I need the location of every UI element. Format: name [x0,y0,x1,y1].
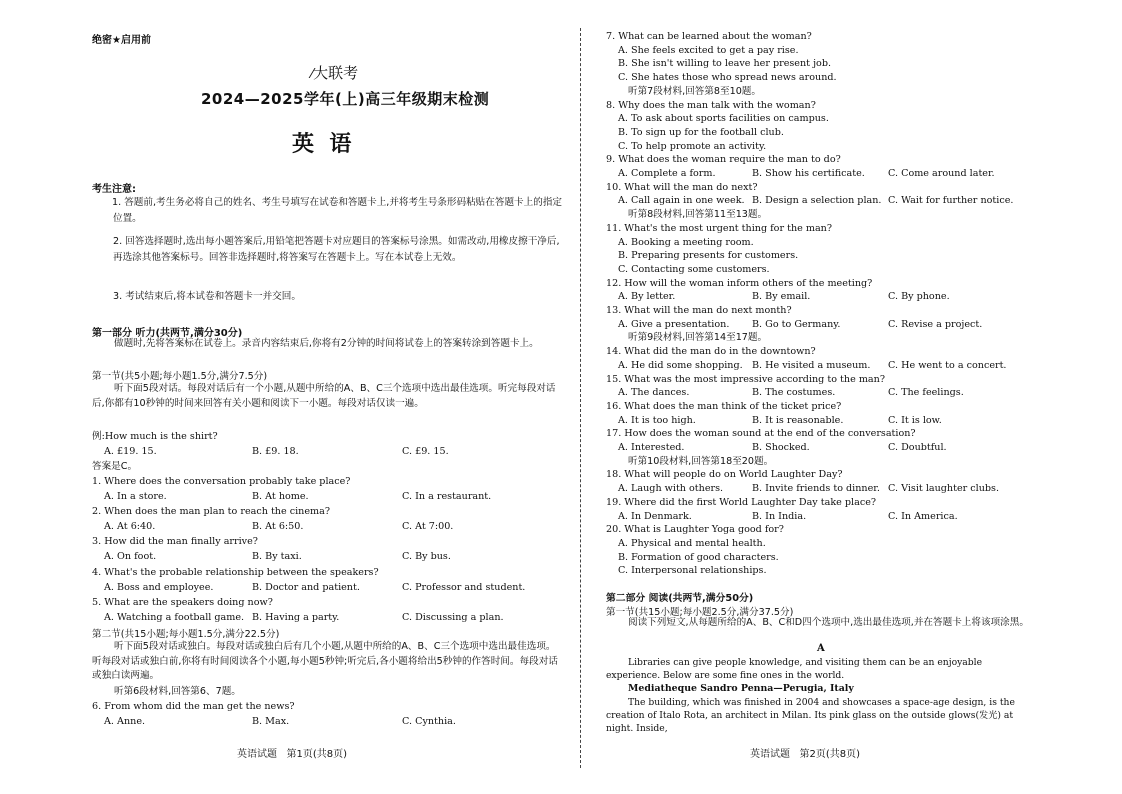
option: C. To help promote an activity. [618,140,767,152]
example-question: 例:How much is the shirt? [92,431,218,442]
option-a: A. Boss and employee. [104,582,214,593]
part2-intro: 阅读下列短文,从每题所给的A、B、C和D四个选项中,选出最佳选项,并在答题卡上将该项涂黑。 [628,617,1029,628]
part2-title: 第二部分 阅读(共两节,满分50分) [606,593,754,604]
option: B. Preparing presents for customers. [618,250,799,262]
subject-title: 英 语 [292,132,352,157]
question: 5. What are the speakers doing now? [92,597,273,608]
option-c: C. £9. 15. [402,446,449,457]
option-c: C. Professor and student. [402,582,526,593]
question: 7. What can be learned about the woman? [606,31,812,42]
option-b: B. At 6:50. [252,521,304,532]
option: B. Formation of good characters. [618,551,779,563]
option-b: B. Invite friends to dinner. [752,483,880,495]
page-footer: 英语试题 第1页(共8页) [237,749,348,760]
example-answer: 答案是C。 [92,461,138,472]
option-b: B. By taxi. [252,551,302,562]
question: 6. From whom did the man get the news? [92,701,295,712]
part1-title: 第一部分 听力(共两节,满分30分) [92,328,243,339]
material-instruction: 听第6段材料,回答第6、7题。 [114,686,241,697]
confidential-mark: 绝密★启用前 [92,35,151,46]
section1-intro: 听下面5段对话。每段对话后有一个小题,从题中所给的A、B、C三个选项中选出最佳选项。听完每段对话后,你都有10秒钟的时间来回答有关小题和阅读下一小题。每段对话仅读一遍。 [92,383,556,409]
logo-slash-icon: ⁄ [311,67,314,82]
option: A. Booking a meeting room. [618,236,754,248]
option: A. She feels excited to get a pay rise. [618,44,799,56]
notice-item: 3. 考试结束后,将本试卷和答题卡一并交回。 [113,291,301,302]
question: 8. Why does the man talk with the woman? [606,99,816,111]
question: 13. What will the man do next month? [606,305,792,316]
question: 10. What will the man do next? [606,181,758,193]
option-c: C. Wait for further notice. [888,195,1014,207]
option-c: C. The feelings. [888,387,964,399]
material-instruction: 听第8段材料,回答第11至13题。 [628,209,768,221]
passage-paragraph: The building, which was finished in 2004 and showcases a space-age design, is the creation of Italo Rota, an architect in Milan. Its pink glass on the outside glows(发光) at night. Inside, [606,697,1015,734]
option: A. To ask about sports facilities on campus. [618,113,829,125]
option: C. Contacting some customers. [618,263,770,275]
option-c: C. He went to a concert. [888,359,1007,371]
passage-letter: A [817,643,825,654]
option-a: A. Complete a form. [618,168,716,179]
section2-intro: 听下面5段对话或独白。每段对话或独白后有几个小题,从题中所给的A、B、C三个选项中选出最佳选项。听每段对话或独白前,你将有时间阅读各个小题,每小题5秒钟;听完后,各小题将给出5秒钟的作答时间。每段对话或独白读两遍。 [92,641,558,681]
option-b: B. Doctor and patient. [252,582,360,593]
option-a: A. Watching a football game. [104,612,245,623]
material-instruction: 听第7段材料,回答第8至10题。 [628,85,761,97]
option-c: C. Cynthia. [402,716,456,727]
option-c: C. Come around later. [888,168,995,179]
question: 19. Where did the first World Laughter Day take place? [606,496,877,508]
option: B. She isn't willing to leave her present job. [618,58,832,70]
option-a: A. In a store. [104,491,167,502]
option-a: A. The dances. [618,387,690,399]
exam-term-title: 2024—2025学年(上)高三年级期末检测 [201,90,490,108]
question: 11. What's the most urgent thing for the man? [606,222,832,234]
part2-section1-title: 第一节(共15小题;每小题2.5分,满分37.5分) [606,607,794,618]
option-c: C. In America. [888,510,958,522]
option-c: C. By bus. [402,551,451,562]
part1-intro: 做题时,先将答案标在试卷上。录音内容结束后,你将有2分钟的时间将试卷上的答案转涂到答题卡上。 [114,338,539,349]
option-b: B. At home. [252,491,309,502]
option-c: C. In a restaurant. [402,491,492,502]
option-a: A. In Denmark. [618,510,692,522]
question: 14. What did the man do in the downtown? [606,346,816,358]
question: 15. What was the most impressive according to the man? [606,373,885,385]
page-divider [580,28,581,768]
option-a: A. Anne. [104,716,146,727]
material-instruction: 听第9段材料,回答第14至17题。 [628,332,768,344]
section1-title: 第一节(共5小题;每小题1.5分,满分7.5分) [92,371,268,382]
question: 3. How did the man finally arrive? [92,536,258,547]
question: 9. What does the woman require the man to do? [606,154,841,166]
exam-page-2 [582,0,1122,794]
page-footer: 英语试题 第2页(共8页) [750,749,861,760]
option-a: A. He did some shopping. [618,359,743,371]
option-c: C. Revise a project. [888,318,983,330]
option: B. To sign up for the football club. [618,126,784,138]
option-a: A. At 6:40. [104,521,156,532]
option-c: C. Doubtful. [888,442,947,453]
question: 1. Where does the conversation probably take place? [92,476,351,487]
option: C. Interpersonal relationships. [618,565,767,577]
question: 2. When does the man plan to reach the cinema? [92,506,330,517]
material-instruction: 听第10段材料,回答第18至20题。 [628,455,774,467]
section2-title: 第二节(共15小题;每小题1.5分,满分22.5分) [92,629,280,640]
option-b: B. Shocked. [752,442,810,453]
question: 20. What is Laughter Yoga good for? [606,524,784,536]
option-b: B. The costumes. [752,387,836,399]
passage-subtitle: Mediatheque Sandro Penna—Perugia, Italy [628,683,854,694]
question: 12. How will the woman inform others of the meeting? [606,277,873,289]
option-b: B. It is reasonable. [752,414,844,426]
option-c: C. By phone. [888,291,950,303]
option: A. Physical and mental health. [618,537,766,549]
notice-item: 2. 回答选择题时,选出每小题答案后,用铅笔把答题卡对应题目的答案标号涂黑。如需改动,用橡皮擦干净后,再选涂其他答案标号。回答非选择题时,将答案写在答题卡上。写在本试卷上无效。 [113,236,560,263]
option-b: B. Show his certificate. [752,168,865,179]
option-a: A. Interested. [618,442,685,453]
question: 18. What will people do on World Laughter Day? [606,469,843,481]
option-b: B. Having a party. [252,612,340,623]
option-c: C. Discussing a plan. [402,612,504,623]
option-a: A. By letter. [618,291,676,303]
option-a: A. Call again in one week. [618,195,745,207]
option-b: B. £9. 18. [252,446,299,457]
option-c: C. At 7:00. [402,521,454,532]
notice-item: 1. 答题前,考生务必将自己的姓名、考生号填写在试卷和答题卡上,并将考生号条形码粘贴在答题卡上的指定位置。 [112,197,563,224]
option-c: C. It is low. [888,414,942,426]
question: 16. What does the man think of the ticket price? [606,400,842,412]
option-b: B. He visited a museum. [752,359,871,371]
exam-series-name: ⁄大联考 [311,64,359,82]
option-a: A. It is too high. [618,414,696,426]
option-b: B. Design a selection plan. [752,195,882,207]
option-b: B. By email. [752,291,811,303]
passage-paragraph: Libraries can give people knowledge, and visiting them can be an enjoyable experience. Below are some fine ones in the world. [606,657,983,681]
option: C. She hates those who spread news around. [618,72,837,84]
question: 4. What's the probable relationship between the speakers? [92,567,379,578]
option-c: C. Visit laughter clubs. [888,483,1000,495]
option-a: A. £19. 15. [104,446,157,457]
notice-title: 考生注意: [92,184,136,195]
option-a: A. Give a presentation. [618,318,730,330]
option-b: B. In India. [752,510,807,522]
option-b: B. Max. [252,716,290,727]
option-b: B. Go to Germany. [752,318,841,330]
option-a: A. Laugh with others. [618,483,724,495]
option-a: A. On foot. [104,551,157,562]
question: 17. How does the woman sound at the end of the conversation? [606,428,916,440]
